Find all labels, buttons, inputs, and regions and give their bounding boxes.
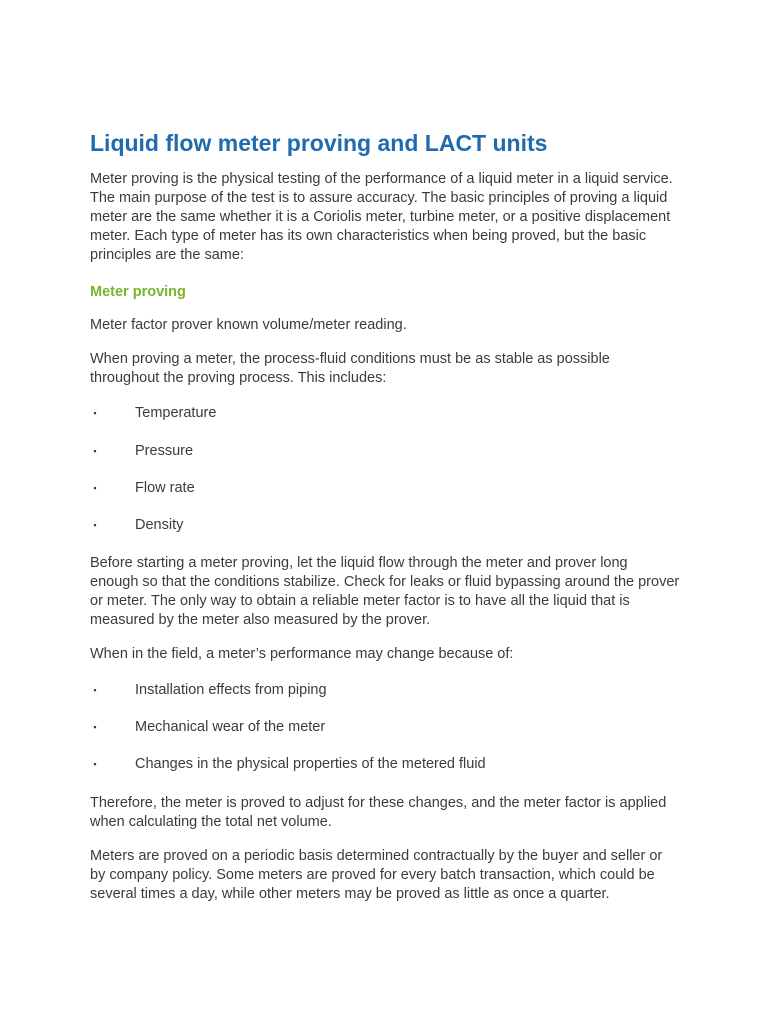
list-item-label: Flow rate — [135, 480, 195, 496]
before-starting-paragraph: Before starting a meter proving, let the liquid flow through the meter and prover long enough so that the conditions stabilize. Check for leaks or fluid bypassing around the prover or meter. The only way to obtain a reliable meter factor is to have all the liquid that is measured by the meter also measured by the prover. — [90, 555, 680, 628]
bullet-icon: ▪ — [93, 722, 97, 732]
list-item-label: Mechanical wear of the meter — [135, 719, 326, 735]
bullet-icon: ▪ — [93, 483, 97, 493]
bullet-icon: ▪ — [93, 408, 97, 418]
list-item — [90, 404, 680, 423]
conditions-intro-paragraph: When proving a meter, the process-fluid conditions must be as stable as possible throughout the proving process. This includes: — [90, 351, 610, 386]
list-item — [90, 681, 680, 700]
bullet-icon: ▪ — [93, 759, 97, 769]
periodic-paragraph: Meters are proved on a periodic basis determined contractually by the buyer and seller or by company policy. Some meters are proved for every batch transaction, which could be several times a day, while other meters may be proved as little as once a quarter. — [90, 848, 663, 902]
bullet-icon: ▪ — [93, 685, 97, 695]
intro-paragraph: Meter proving is the physical testing of the performance of a liquid meter in a liquid service. The main purpose of the test is to assure accuracy. The basic principles of proving a liquid meter are the same whether it is a Coriolis meter, turbine meter, or a positive displacement meter. Each type of meter has its own characteristics when being proved, but the basic principles are the same: — [90, 171, 673, 263]
list-item — [90, 442, 680, 461]
document-page — [90, 128, 680, 904]
meter-factor-paragraph: Meter factor prover known volume/meter reading. — [90, 317, 407, 333]
field-changes-list — [90, 681, 680, 774]
list-item — [90, 718, 680, 737]
list-item — [90, 479, 680, 498]
list-item — [90, 755, 680, 774]
document-title: Liquid flow meter proving and LACT units — [90, 130, 548, 156]
list-item — [90, 516, 680, 535]
list-item-label: Changes in the physical properties of the metered fluid — [135, 756, 486, 772]
list-item-label: Density — [135, 517, 184, 533]
therefore-paragraph: Therefore, the meter is proved to adjust for these changes, and the meter factor is applied when calculating the total net volume. — [90, 795, 667, 830]
list-item-label: Installation effects from piping — [135, 682, 327, 698]
bullet-icon: ▪ — [93, 446, 97, 456]
field-intro-paragraph: When in the field, a meter’s performance may change because of: — [90, 646, 514, 662]
list-item-label: Pressure — [135, 443, 194, 459]
bullet-icon: ▪ — [93, 520, 97, 530]
conditions-list — [90, 404, 680, 535]
section-heading-meter-proving: Meter proving — [90, 284, 186, 300]
list-item-label: Temperature — [135, 405, 217, 421]
